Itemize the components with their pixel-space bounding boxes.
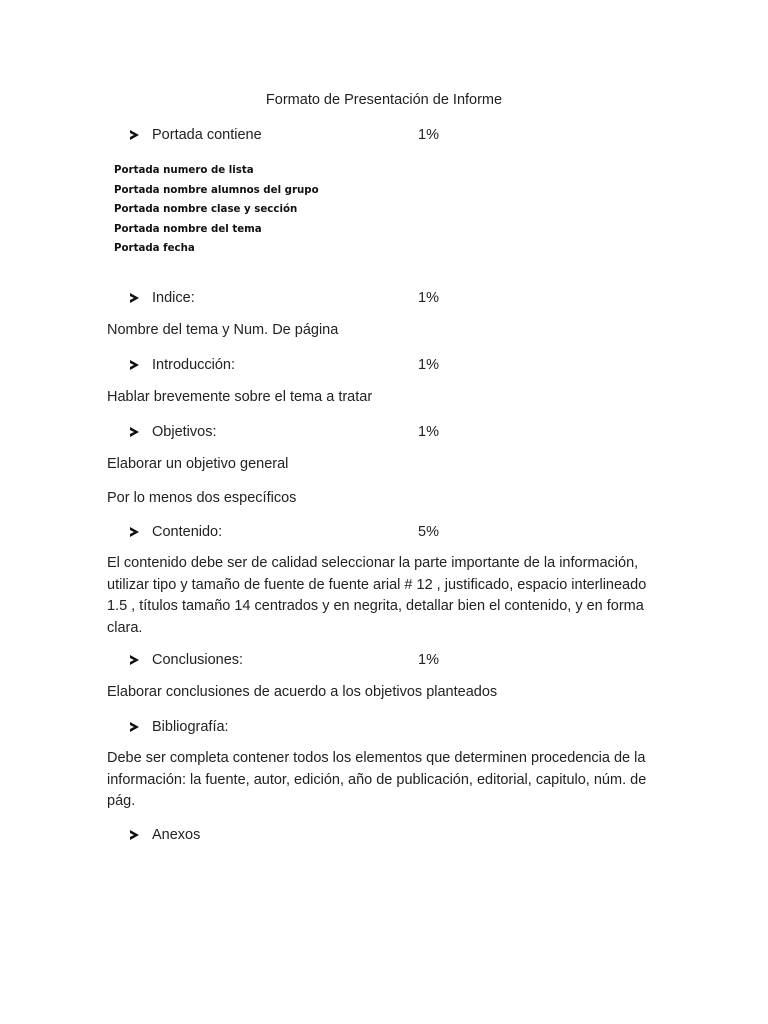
bullet-percent: 1% <box>418 357 439 373</box>
paragraph: Por lo menos dos específicos <box>107 490 297 506</box>
arrow-bullet-icon <box>130 293 139 303</box>
bullet-percent: 1% <box>418 127 439 143</box>
bullet-label: Indice: <box>152 290 195 306</box>
paragraph: Nombre del tema y Num. De página <box>107 322 339 338</box>
portada-items-list <box>114 160 334 258</box>
arrow-bullet-icon <box>130 427 139 437</box>
arrow-bullet-icon <box>130 527 139 537</box>
arrow-bullet-icon <box>130 360 139 370</box>
bullet-label: Contenido: <box>152 524 223 540</box>
document-title: Formato de Presentación de Informe <box>265 92 503 108</box>
paragraph: Hablar brevemente sobre el tema a tratar <box>107 389 373 405</box>
list-item: Portada nombre clase y sección <box>114 202 298 215</box>
paragraph: El contenido debe ser de calidad seleccionar la parte importante de la información, utilizar tipo y tamaño de fuente de fuente arial # 12 , justificado, espacio interlineado 1.5 , títulos tamaño 14 centrados y en negrita, detallar bien el contenido, y en forma clara. <box>107 555 647 636</box>
arrow-bullet-icon <box>130 722 139 732</box>
bullet-label: Conclusiones: <box>152 652 244 668</box>
bullet-label: Anexos <box>152 827 201 843</box>
bullet-percent: 1% <box>418 290 439 306</box>
bullet-percent: 1% <box>418 652 439 668</box>
paragraph: Elaborar conclusiones de acuerdo a los objetivos planteados <box>107 684 498 700</box>
arrow-bullet-icon <box>130 655 139 665</box>
arrow-bullet-icon <box>130 830 139 840</box>
bullet-label: Portada contiene <box>152 127 262 143</box>
list-item: Portada nombre alumnos del grupo <box>114 182 319 196</box>
paragraph: Debe ser completa contener todos los elementos que determinen procedencia de la información: la fuente, autor, edición, año de publicación, editorial, capitulo, núm. de pág. <box>107 750 647 809</box>
bullet-label: Objetivos: <box>152 424 217 440</box>
list-item: Portada numero de lista <box>114 163 254 176</box>
bullet-percent: 5% <box>418 524 439 540</box>
bullet-label: Introducción: <box>152 357 236 373</box>
bullet-percent: 1% <box>418 424 439 440</box>
arrow-bullet-icon <box>130 130 139 140</box>
bullet-label: Bibliografía: <box>152 719 229 735</box>
list-item: Portada fecha <box>114 241 195 254</box>
paragraph: Elaborar un objetivo general <box>107 456 289 472</box>
list-item: Portada nombre del tema <box>114 221 262 235</box>
